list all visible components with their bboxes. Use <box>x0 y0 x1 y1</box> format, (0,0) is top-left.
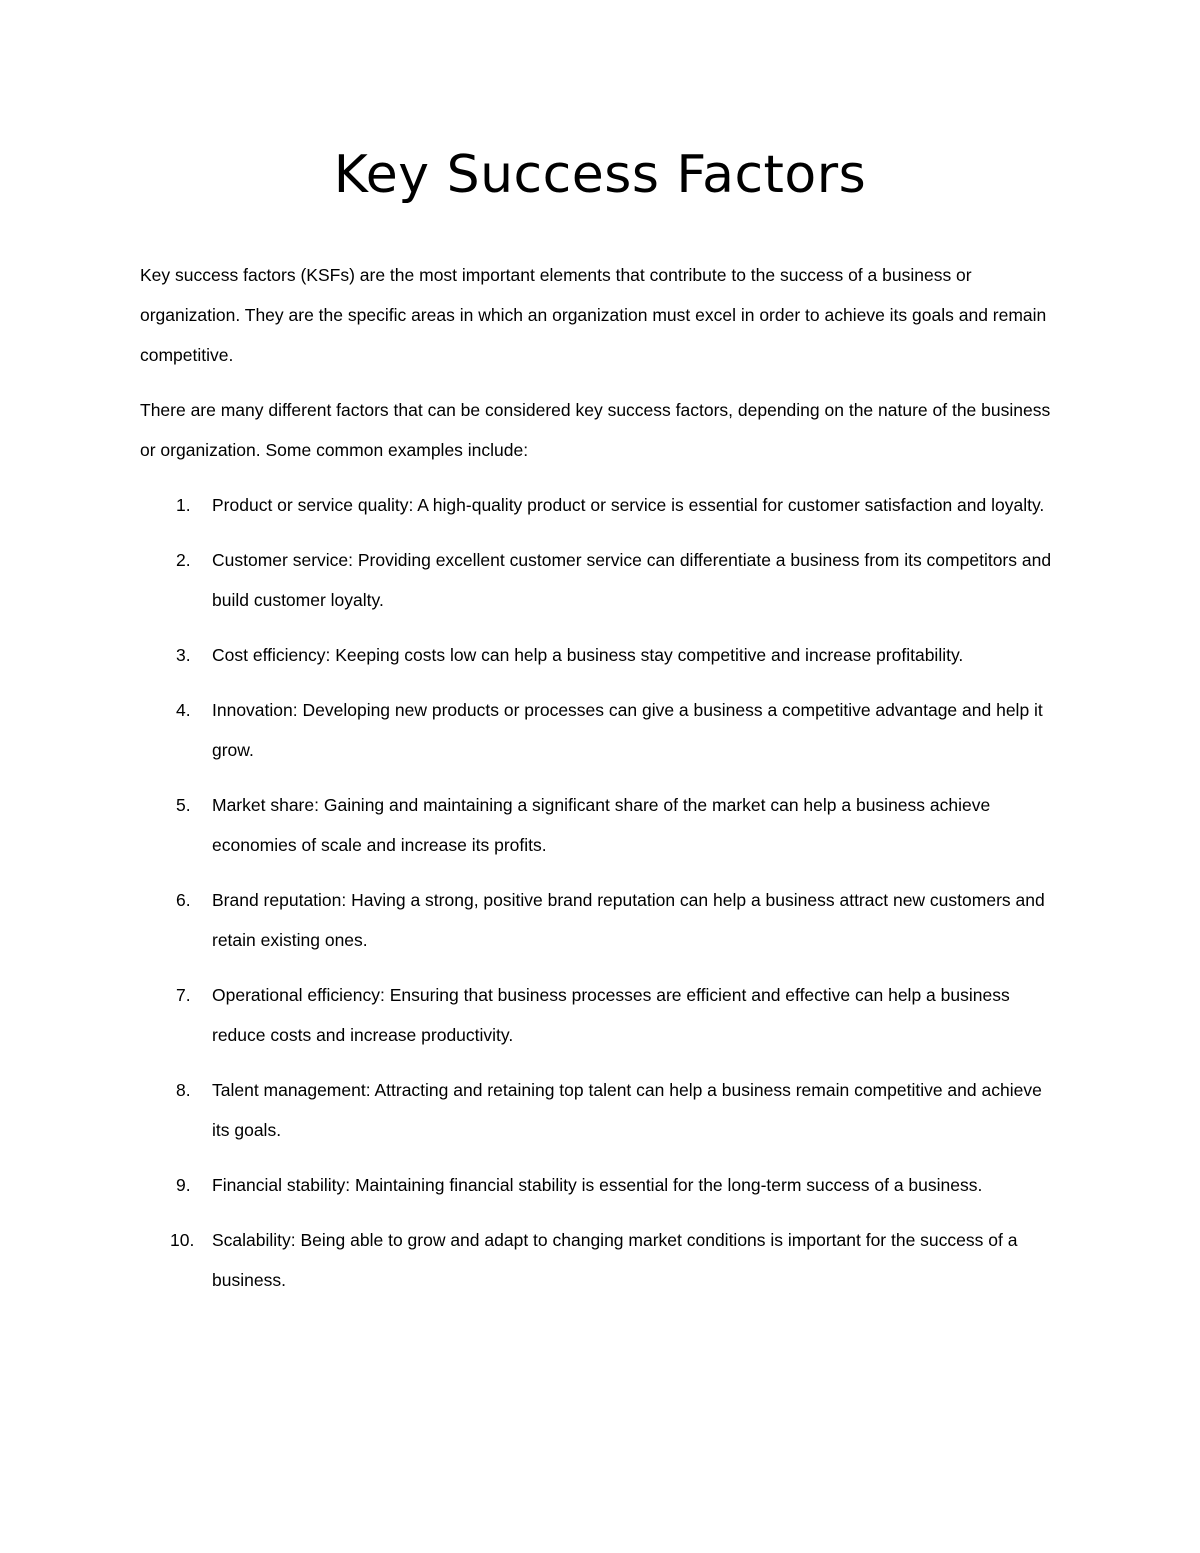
list-number: 1. <box>176 495 191 515</box>
list-item <box>140 785 1060 865</box>
list-number: 2. <box>176 550 191 570</box>
list-item-text: Market share: Gaining and maintaining a significant share of the market can help a business achieve economies of scale and increase its profits. <box>212 795 991 855</box>
success-factors-list <box>140 485 1060 1300</box>
list-number: 4. <box>176 700 191 720</box>
list-item-text: Financial stability: Maintaining financial stability is essential for the long-term success of a business. <box>212 1175 983 1195</box>
list-item <box>140 635 1060 675</box>
list-item-text: Cost efficiency: Keeping costs low can help a business stay competitive and increase profitability. <box>212 645 964 665</box>
list-number: 7. <box>176 985 191 1005</box>
list-item-text: Product or service quality: A high-quality product or service is essential for customer satisfaction and loyalty. <box>212 495 1045 515</box>
examples-intro-paragraph: There are many different factors that can be considered key success factors, depending on the nature of the business or organization. Some common examples include: <box>140 400 1051 460</box>
list-item <box>140 975 1060 1055</box>
list-item <box>140 1165 1060 1205</box>
list-number: 9. <box>176 1175 191 1195</box>
list-item-text: Brand reputation: Having a strong, positive brand reputation can help a business attract new customers and retain existing ones. <box>212 890 1045 950</box>
list-item-text: Talent management: Attracting and retaining top talent can help a business remain competitive and achieve its goals. <box>212 1080 1042 1140</box>
document-body <box>140 255 1060 1315</box>
list-item <box>140 1070 1060 1150</box>
list-item <box>140 1220 1060 1300</box>
list-item <box>140 540 1060 620</box>
list-item <box>140 880 1060 960</box>
list-item <box>140 690 1060 770</box>
list-number: 10. <box>170 1230 195 1250</box>
list-item <box>140 485 1060 525</box>
intro-paragraph: Key success factors (KSFs) are the most important elements that contribute to the success of a business or organization. They are the specific areas in which an organization must excel in order to achieve its goals and remain competitive. <box>140 265 1047 365</box>
list-item-text: Innovation: Developing new products or processes can give a business a competitive advantage and help it grow. <box>212 700 1043 760</box>
list-number: 3. <box>176 645 191 665</box>
list-number: 8. <box>176 1080 191 1100</box>
list-number: 5. <box>176 795 191 815</box>
list-item-text: Scalability: Being able to grow and adapt to changing market conditions is important for the success of a business. <box>212 1230 1018 1290</box>
list-number: 6. <box>176 890 191 910</box>
list-item-text: Operational efficiency: Ensuring that business processes are efficient and effective can help a business reduce costs and increase productivity. <box>212 985 1010 1045</box>
page-title: Key Success Factors <box>333 145 867 205</box>
list-item-text: Customer service: Providing excellent customer service can differentiate a business from its competitors and build customer loyalty. <box>212 550 1052 610</box>
